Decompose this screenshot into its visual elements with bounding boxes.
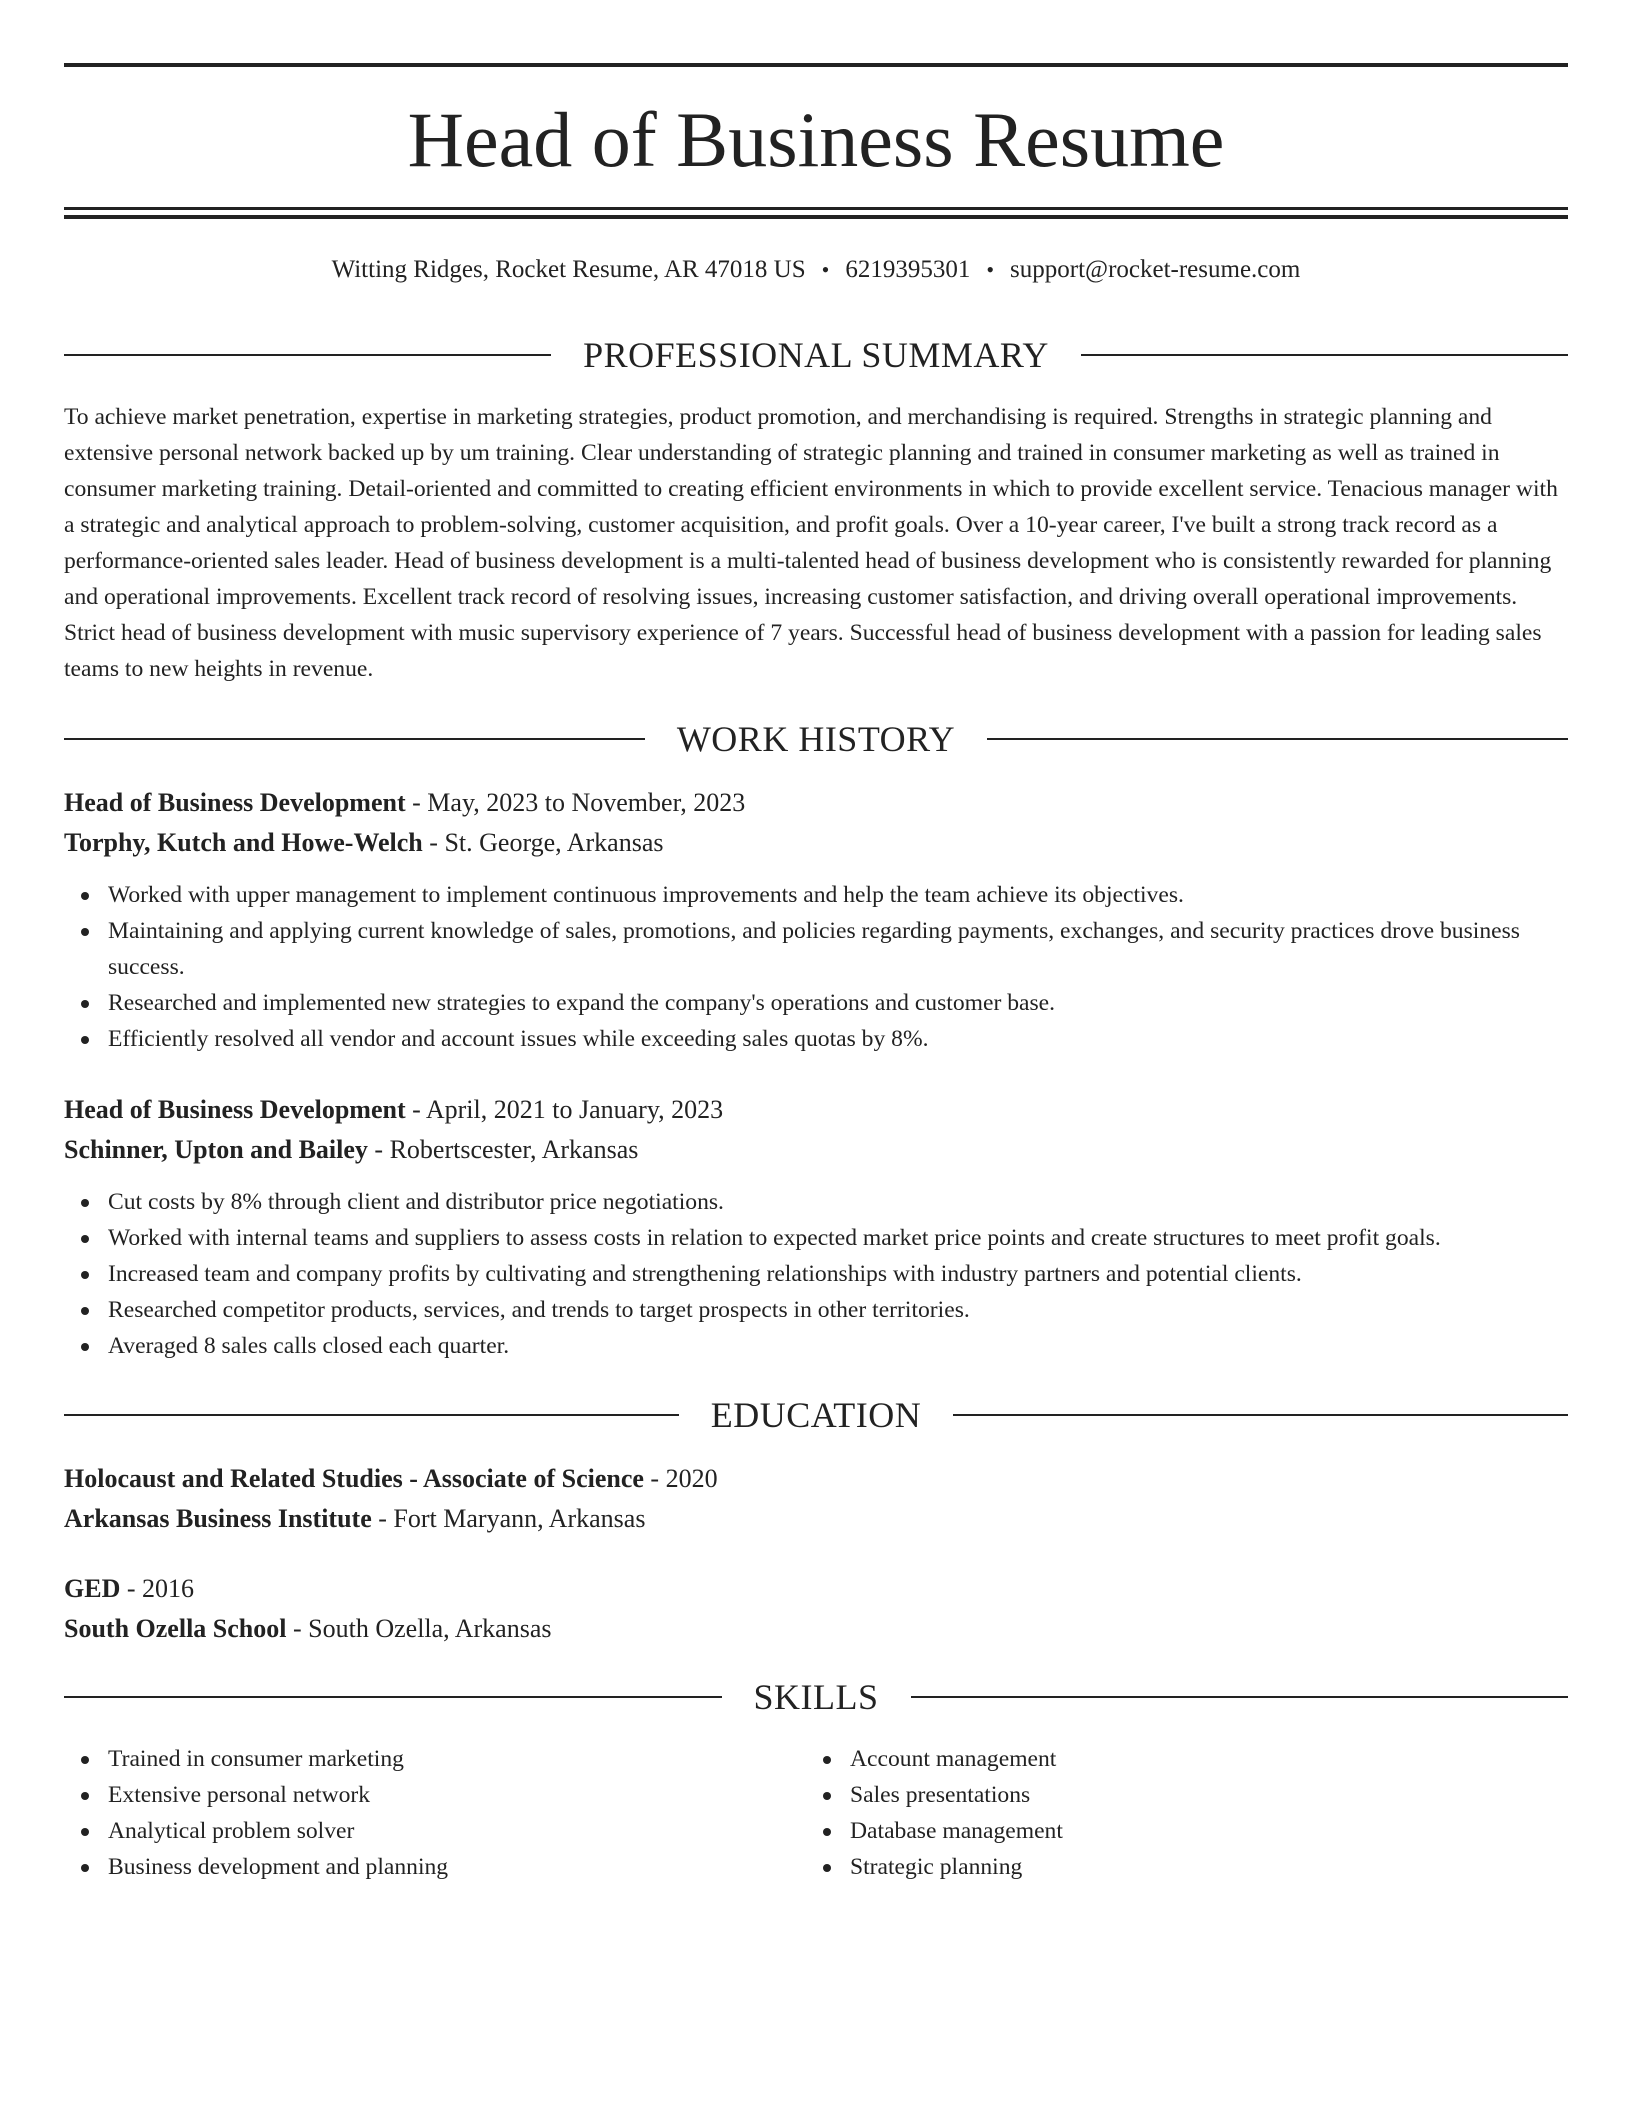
section-heading-summary <box>64 333 1568 377</box>
contact-address: Witting Ridges, Rocket Resume, AR 47018 US <box>331 256 806 283</box>
job-bullets <box>64 877 1568 1057</box>
skill-item: Business development and planning <box>64 1849 1568 1885</box>
education-school: Arkansas Business Institute <box>64 1504 372 1533</box>
education-entry: Holocaust and Related Studies - Associate of Science - 2020 Arkansas Business Institute - Fort Maryann, Arkansas <box>64 1464 718 1533</box>
heading-rule <box>64 1414 679 1416</box>
contact-phone: 6219395301 <box>845 256 971 283</box>
job-dates: May, 2023 to November, 2023 <box>427 788 746 817</box>
heading-rule <box>911 1696 1569 1698</box>
job-location: Robertscester, Arkansas <box>389 1135 639 1164</box>
job-location: St. George, Arkansas <box>444 828 664 857</box>
section-title: SKILLS <box>753 1677 879 1717</box>
education-year: 2020 <box>665 1464 718 1493</box>
top-rule <box>64 63 1568 67</box>
skills-list-right <box>806 1741 1632 1885</box>
education-entry: GED - 2016 South Ozella School - South Ozella, Arkansas <box>64 1574 552 1643</box>
education-location: South Ozella, Arkansas <box>308 1614 552 1643</box>
heading-rule <box>64 738 645 740</box>
skill-item: Trained in consumer marketing <box>64 1741 1568 1777</box>
title-rule-lower <box>64 215 1568 219</box>
contact-email: support@rocket-resume.com <box>1010 256 1301 283</box>
list-item: Cut costs by 8% through client and distributor price negotiations. <box>64 1184 1568 1220</box>
section-title: EDUCATION <box>710 1395 922 1435</box>
job-title: Head of Business Development <box>64 788 406 817</box>
list-item: Worked with upper management to implement continuous improvements and help the team achieve its objectives. <box>64 877 1568 913</box>
education-location: Fort Maryann, Arkansas <box>393 1504 646 1533</box>
title-rule-upper <box>64 207 1568 210</box>
resume-title: Head of Business Resume <box>407 96 1225 183</box>
contact-line <box>64 252 1568 288</box>
list-item: Efficiently resolved all vendor and account issues while exceeding sales quotas by 8%. <box>64 1021 1568 1057</box>
list-item: Averaged 8 sales calls closed each quarter. <box>64 1328 1568 1364</box>
job-title: Head of Business Development <box>64 1095 406 1124</box>
education-year: 2016 <box>142 1574 195 1603</box>
education-school: South Ozella School <box>64 1614 287 1643</box>
contact-separator: • <box>821 257 830 282</box>
summary-paragraph: To achieve market penetration, expertise in marketing strategies, product promotion, and merchandising is required. Strengths in strategic planning and extensive personal network backed up by um training. Clear understanding of strategic planning and trained in consumer marketing as well as trained in consumer marketing training. Detail-oriented and committed to creating efficient environments in which to provide excellent service. Tenacious manager with a strategic and analytical approach to problem-solving, customer acquisition, and profit goals. Over a 10-year career, I've built a strong track record as a performance-oriented sales leader. Head of business development is a multi-talented head of business development who is consistently rewarded for planning and operational improvements. Excellent track record of resolving issues, increasing customer satisfaction, and driving overall operational improvements. Strict head of business development with music supervisory experience of 7 years. Successful head of business development with a passion for leading sales teams to new heights in revenue. <box>64 404 1558 682</box>
list-item: Researched competitor products, services, and trends to target prospects in other territories. <box>64 1292 1568 1328</box>
section-heading-work <box>64 717 1568 761</box>
job-entry: Head of Business Development - May, 2023 to November, 2023 Torphy, Kutch and Howe-Welch - St. George, Arkansas <box>64 788 746 857</box>
education-degree: Holocaust and Related Studies - Associate of Science <box>64 1464 644 1493</box>
heading-rule <box>987 738 1568 740</box>
section-heading-education <box>64 1393 1568 1437</box>
skill-item: Sales presentations <box>806 1777 1632 1813</box>
job-dates: April, 2021 to January, 2023 <box>425 1095 724 1124</box>
skill-item: Extensive personal network <box>64 1777 1568 1813</box>
job-company: Torphy, Kutch and Howe-Welch <box>64 828 423 857</box>
list-item: Worked with internal teams and suppliers to assess costs in relation to expected market price points and create structures to meet profit goals. <box>64 1220 1568 1256</box>
job-bullets <box>64 1184 1568 1364</box>
heading-rule <box>64 354 551 356</box>
heading-rule <box>64 1696 722 1698</box>
list-item: Researched and implemented new strategies to expand the company's operations and customer base. <box>64 985 1568 1021</box>
section-title: PROFESSIONAL SUMMARY <box>583 335 1049 375</box>
job-entry: Head of Business Development - April, 2021 to January, 2023 Schinner, Upton and Bailey - Robertscester, Arkansas <box>64 1095 724 1164</box>
skill-item: Strategic planning <box>806 1849 1632 1885</box>
list-item: Maintaining and applying current knowledge of sales, promotions, and policies regarding payments, exchanges, and security practices drove business success. <box>64 913 1568 985</box>
skill-item: Account management <box>806 1741 1632 1777</box>
contact-separator: • <box>986 257 995 282</box>
job-company: Schinner, Upton and Bailey <box>64 1135 368 1164</box>
skill-item: Database management <box>806 1813 1632 1849</box>
section-heading-skills <box>64 1675 1568 1719</box>
list-item: Increased team and company profits by cultivating and strengthening relationships with industry partners and potential clients. <box>64 1256 1568 1292</box>
heading-rule <box>953 1414 1568 1416</box>
section-title: WORK HISTORY <box>676 719 956 759</box>
heading-rule <box>1081 354 1568 356</box>
education-degree: GED <box>64 1574 121 1603</box>
skill-item: Analytical problem solver <box>64 1813 1568 1849</box>
